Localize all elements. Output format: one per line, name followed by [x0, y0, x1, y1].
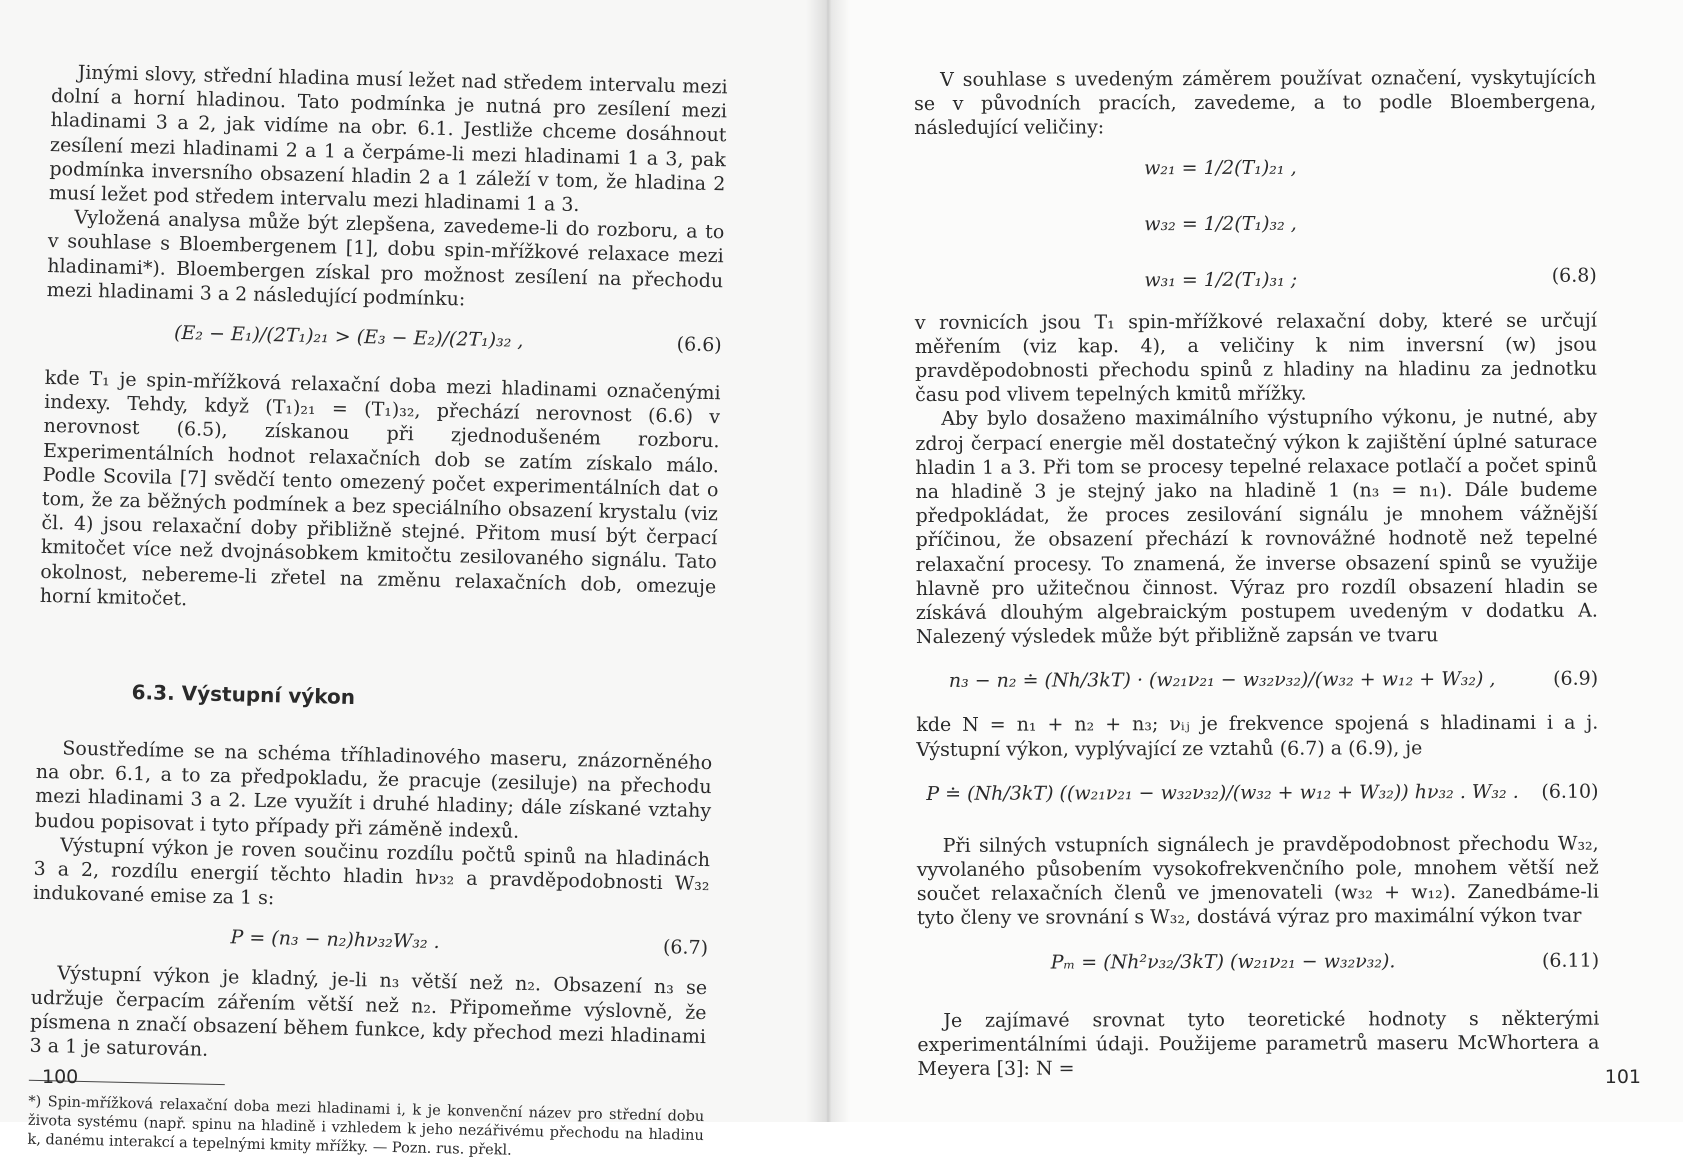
paragraph-output-power: Výstupní výkon je roven součinu rozdílu počtů spinů na hladinách 3 a 2, rozdílu energií těchto hladin hν₃₂ a pravděpodobnosti W₃₂ indukované emise za 1 s:: [32, 834, 711, 910]
equation-6-9-body: n₃ − n₂ ≐ (Nh/3kT) · (w₂₁ν₂₁ − w₃₂ν₃₂)/(w₃₂ + w₁₂ + W₃₂) ,: [948, 668, 1496, 693]
paragraph-frequency: kde N = n₁ + n₂ + n₃; νᵢⱼ je frekvence spojená s hladinami i a j. Výstupní výkon, vyplývající ze vztahů (6.7) a (6.9), je: [916, 712, 1599, 761]
book-gutter-shadow: [806, 0, 850, 1122]
equation-6-6-body: (E₂ − E₁)/(2T₁)₂₁ > (E₃ − E₂)/(2T₁)₃₂ ,: [173, 321, 524, 352]
equation-6-8: [914, 138, 1597, 310]
paragraph-relaxation-times: v rovnicích jsou T₁ spin-mřížkové relaxační doby, které se určují měřením (viz kap. 4), a veličiny k nim inversní (w) jsou pravděpodobnosti přechodu spinů z hladiny na hladinu za jednotku času pod vlivem tepelných kmitů mřížky.: [914, 309, 1598, 407]
equation-6-11-body: Pₘ = (Nh²ν₃₂/3kT) (w₂₁ν₂₁ − w₃₂ν₃₂).: [1050, 949, 1396, 974]
left-text-column: [27, 60, 728, 1165]
equation-6-9-number: (6.9): [1553, 668, 1599, 691]
equation-6-7-number: (6.7): [662, 936, 709, 960]
right-page: [826, 0, 1683, 1122]
section-heading: 6.3. Výstupní výkon: [131, 680, 356, 710]
paragraph-schema: Soustředíme se na schéma tříhladinového maseru, znázorněného na obr. 6.1, a to za předpokladu, že pracuje (zesiluje) na přechodu mezi hladinami 3 a 2. Lze využít i druhé hladiny; dále získané vztahy budou popisovat i tyto případy při záměně indexů.: [34, 737, 713, 843]
equation-6-11-number: (6.11): [1541, 949, 1600, 972]
equation-6-8-line-w31: w₃₁ = 1/2(T₁)₃₁ ;: [1144, 268, 1298, 291]
equation-6-10-number: (6.10): [1541, 780, 1599, 803]
equation-6-6-number: (6.6): [676, 333, 722, 357]
equation-6-10: [916, 759, 1598, 825]
equation-6-8-lines: [914, 138, 1527, 308]
footnote: *) Spin-mřížková relaxační doba mezi hladinami i, k je konvenční název pro střední dobu života systému (např. spinu na hladině i vzhledem k jeho nezářivému přechodu na hladinu k, danému interakcí a tepelnými kmity mřížky. — Pozn. rus. překl.: [27, 1094, 705, 1160]
equation-6-10-body: P ≐ (Nh/3kT) ((w₂₁ν₂₁ − w₃₂ν₃₂)/(w₃₂ + w₁₂ + W₃₂)) hν₃₂ . W₃₂ .: [926, 780, 1519, 805]
left-page: [0, 0, 826, 1160]
paragraph-saturation: Aby bylo dosaženo maximálního výstupního výkonu, je nutné, aby zdroj čerpací energie měl dostatečný výkon k zajištění úplné saturace hladin 1 a 3. Při tom se procesy tepelné relaxace potlačí a počet spinů na hladině 3 je stejný jako na hladině 1 (n₃ = n₁). Dále budeme předpokládat, že proces zesilování signálu je mnohem vážnější příčinou, že obsazení přechází k rovnovážné hodnotě než tepelné relaxační procesy. To znamená, že inverse obsazení spinů se využije hlavně pro užitečnou činnost. Výraz pro rozdíl obsazení hladin se získává dlouhým algebraickým postupem uvedeným v dodatku A. Nalezený výsledek může být přibližně zapsán ve tvaru: [915, 406, 1598, 649]
equation-6-9: [916, 647, 1598, 713]
page-number-left: 100: [42, 1066, 79, 1088]
paragraph-strong-signals: Při silných vstupních signálech je pravděpodobnost přechodu W₃₂, vyvolaného působením vysokofrekvenčního pole, mnohem větší než součet relaxačních členů ve jmenovateli (w₃₂ + w₁₂). Zanedbáme-li tyto členy ve srovnání s W₃₂, dostává výraz pro maximální výkon tvar: [916, 832, 1599, 930]
paragraph-relaxation: kde T₁ je spin-mřížková relaxační doba mezi hladinami označenými indexy. Tehdy, když (T₁)₂₁ = (T₁)₃₂, přechází nerovnost (6.6) v nerovnost (6.5), získanou při zjednodušeném rozboru. Experimentálních hodnot relaxačních dob se zatím získalo málo. Podle Scovila [7] svědčí tento omezený počet experimentálních dat o tom, že za běžných podmínek a bez speciálního obsazení krystalu (viz čl. 4) jsou relaxační doby přibližně stejné. Přitom musí být čerpací kmitočet více než dvojnásobkem kmitočtu zesilovaného signálu. Tato okolnost, nebereme-li zřetel na změnu relaxačních dob, omezuje horní kmitočet.: [39, 366, 721, 611]
paragraph-comparison: Je zajímavé srovnat tyto teoretické hodnoty s některými experimentálními údaji. Použijeme parametrů maseru McWhortera a Meyera [3]: N =: [917, 1007, 1600, 1081]
equation-6-8-number: (6.8): [1551, 264, 1597, 287]
right-text-column: [914, 66, 1600, 1082]
paragraph-notation: V souhlase s uvedeným záměrem používat označení, vyskytujících se v původních pracích, zavedeme, a to podle Bloembergena, následující veličiny:: [914, 66, 1597, 140]
equation-6-11: [917, 928, 1599, 994]
paragraph-positive-power: Výstupní výkon je kladný, je-li n₃ větší než n₂. Obsazení n₃ se udržuje čerpacím zářením větší než n₂. Připomeňme výslovně, že písmena n značí obsazení během funkce, kdy přechod mezi hladinami 3 a 1 je saturován.: [29, 962, 708, 1061]
page-number-right: 101: [1604, 1066, 1641, 1088]
equation-6-8-line-w21: w₂₁ = 1/2(T₁)₂₁ ,: [1144, 156, 1297, 179]
paragraph-levels: Jinými slovy, střední hladina musí ležet nad středem intervalu mezi dolní a horní hladinou. Tato podmínka je nutná pro zesílení mezi hladinami 3 a 2, jak vidíme na obr. 6.1. Jestliže chceme dosáhnout zesílení mezi hladinami 2 a 1 a čerpáme-li mezi hladinami 1 a 3, pak podmínka inversního obsazení hladin 2 a 1 záleží v tom, že hladina 2 musí ležet pod středem intervalu mezi hladinami 1 a 3.: [48, 61, 728, 217]
paragraph-bloembergen: Vyložená analysa může být zlepšena, zavedeme-li do rozboru, a to v souhlase s Bloembergenem [1], dobu spin-mřížkové relaxace mezi hladinami*). Bloembergen získal pro možnost zesílení na přechodu mezi hladinami 3 a 2 následující podmínku:: [46, 206, 725, 311]
equation-6-7-body: P = (n₃ − n₂)hν₃₂W₃₂ .: [230, 926, 440, 954]
equation-6-8-line-w32: w₃₂ = 1/2(T₁)₃₂ ,: [1144, 212, 1297, 235]
